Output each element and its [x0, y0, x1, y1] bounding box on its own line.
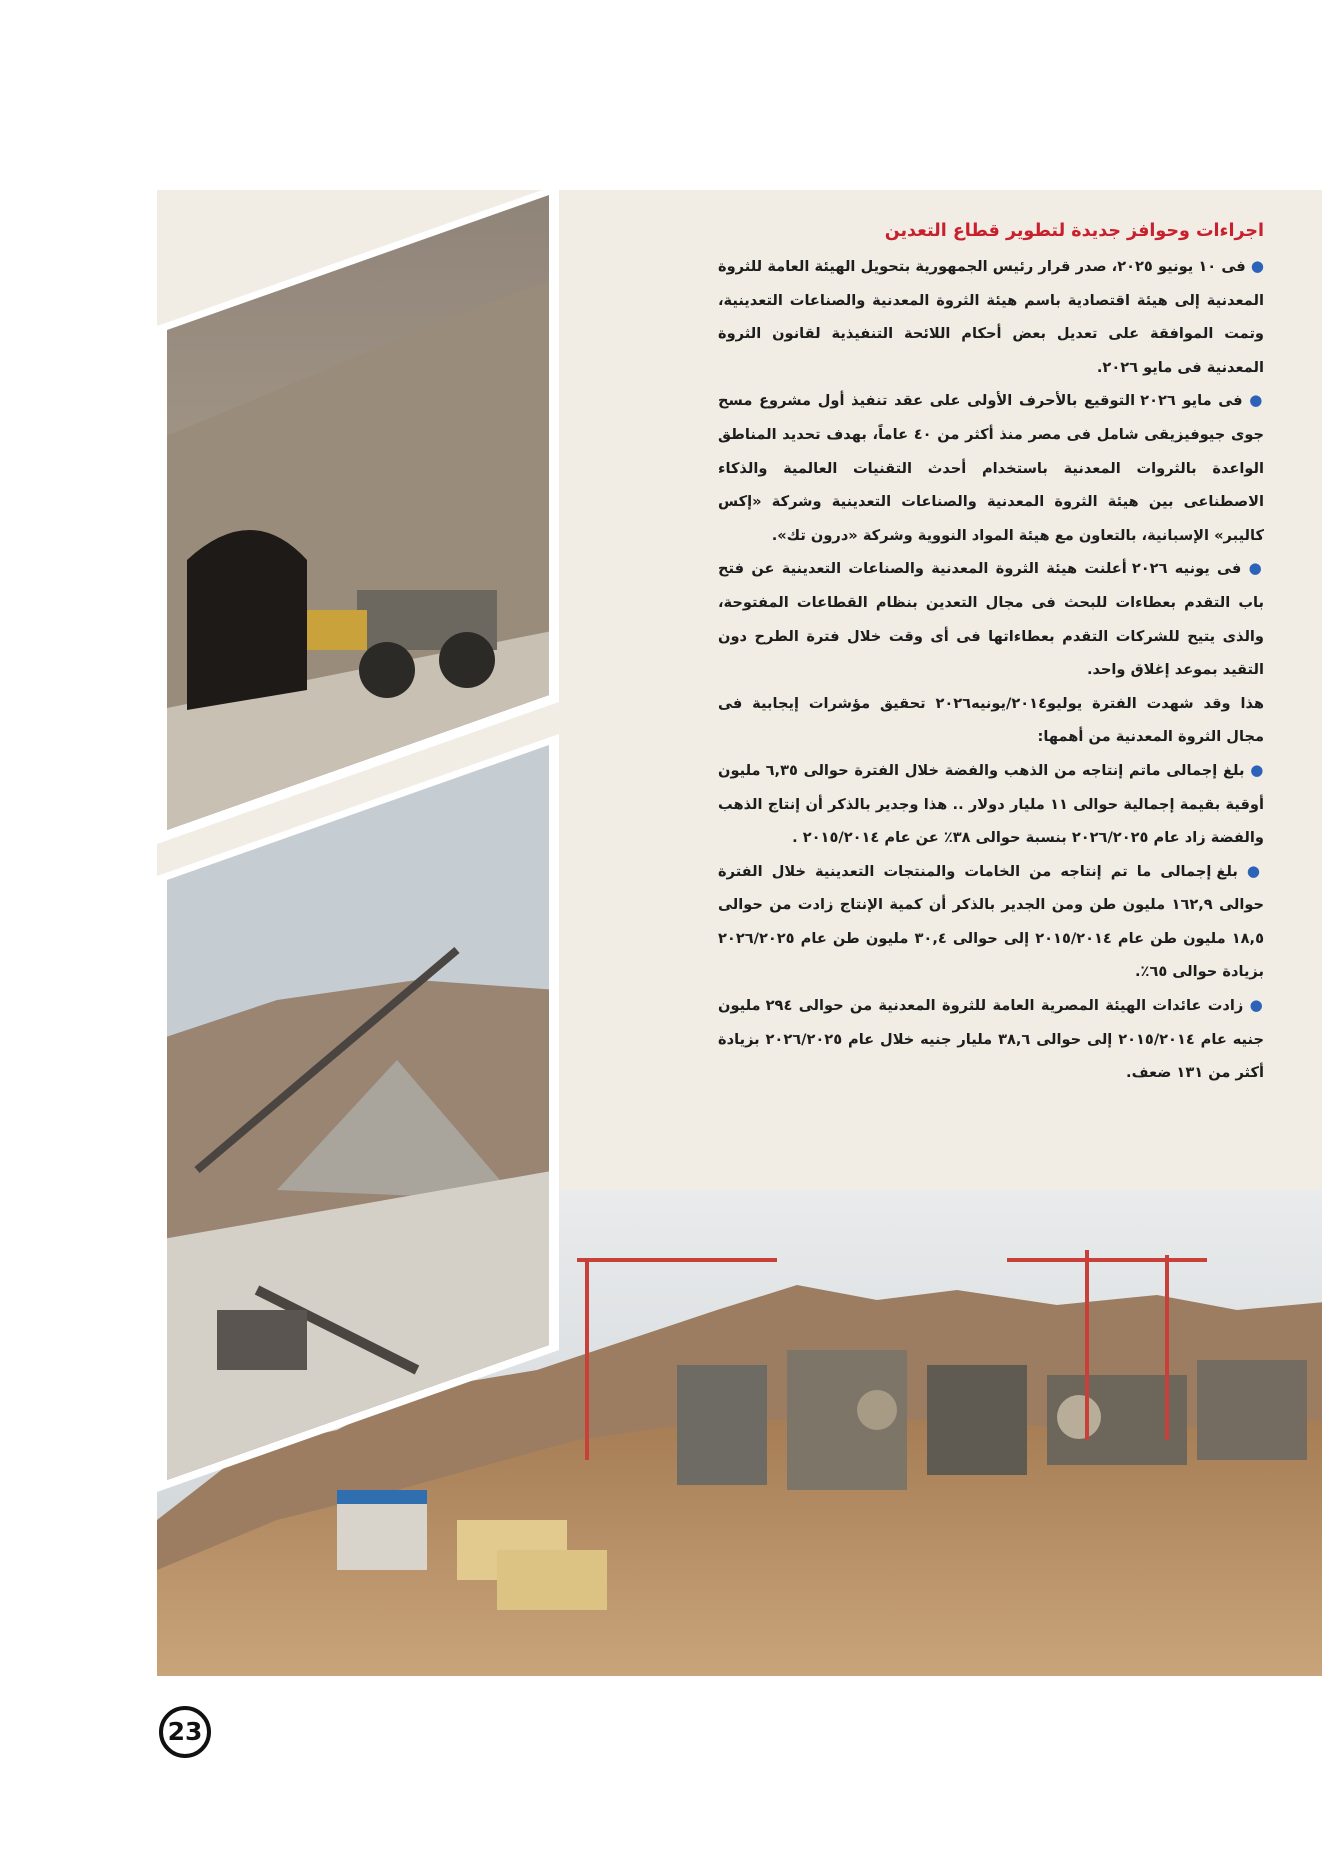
paragraph-3: [718, 552, 1264, 686]
paragraph-text: بلغ إجمالى ماتم إنتاجه من الذهب والفضة خلال الفترة حوالى ٦,٣٥ مليون أوقية بقيمة إجمالية حوالى ١١ مليار دولار .. هذا وجدير بالذكر أن إنتاج الذهب والفضة زاد عام ٢٠٢٦/٢٠٢٥ بنسبة حوالى ٣٨٪ عن عام ٢٠١٥/٢٠١٤ .: [718, 761, 1264, 847]
paragraph-2: [718, 384, 1264, 552]
paragraph-5: [718, 754, 1264, 855]
paragraph-text: بلغ إجمالى ما تم إنتاجه من الخامات والمنتجات التعدينية خلال الفترة حوالى ١٦٢,٩ مليون طن ومن الجدير بالذكر أن كمية الإنتاج زادت من حوالى ١٨,٥ مليون طن عام ٢٠١٥/٢٠١٤ إلى حوالى ٣٠,٤ مليون طن عام ٢٠٢٦/٢٠٢٥ بزيادة حوالى ٦٥٪.: [718, 862, 1265, 981]
paragraph-text: زادت عائدات الهيئة المصرية العامة للثروة المعدنية من حوالى ٢٩٤ مليون جنيه عام ٢٠١٥/٢٠١٤ إلى حوالى ٣٨,٦ مليار جنيه خلال عام ٢٠٢٦/٢٠٢٥ بزيادة أكثر من ١٣١ ضعف.: [718, 997, 1264, 1082]
page-number: 23: [159, 1706, 211, 1758]
article: [718, 218, 1264, 1090]
bullet-icon: ●: [1246, 861, 1264, 880]
bullet-icon: ●: [1250, 760, 1264, 779]
paragraph-text: فى ١٠ يونيو ٢٠٢٥، صدر قرار رئيس الجمهورية بتحويل الهيئة العامة للثروة المعدنية إلى هيئة اقتصادية باسم هيئة الثروة المعدنية والصناعات التعدينية، وتمت الموافقة على تعديل بعض أحكام اللائحة التنفيذية لقانون الثروة المعدنية فى مايو ٢٠٢٦.: [718, 258, 1264, 376]
bullet-icon: ●: [1249, 391, 1264, 410]
paragraph-4: [718, 687, 1264, 754]
paragraph-text: فى يونيه ٢٠٢٦ أعلنت هيئة الثروة المعدنية والصناعات التعدينية عن فتح باب التقدم بعطاءات للبحث فى مجال التعدين بنظام القطاعات المفتوحة، والذى يتيح للشركات التقدم بعطاءاتها فى أى وقت خلال فترة الطرح دون التقيد بموعد إغلاق واحد.: [718, 560, 1264, 679]
bullet-icon: ●: [1249, 996, 1265, 1015]
article-heading: اجراءات وحوافز جديدة لتطوير قطاع التعدين: [884, 221, 1264, 241]
paragraph-text: هذا وقد شهدت الفترة يوليو٢٠١٤/يونيه٢٠٢٦ تحقيق مؤشرات إيجابية فى مجال الثروة المعدنية من أهمها:: [718, 694, 1264, 746]
paragraph-text: فى مايو ٢٠٢٦ التوقيع بالأحرف الأولى على عقد تنفيذ أول مشروع مسح جوى جيوفيزيقى شامل فى مصر منذ أكثر من ٤٠ عاماً، بهدف تحديد المناطق الواعدة بالثروات المعدنية باستخدام أحدث التقنيات العالمية والذكاء الاصطناعى بين هيئة الثروة المعدنية والصناعات التعدينية وشركة «إكس كاليبر» الإسبانية، بالتعاون مع هيئة المواد النووية وشركة «درون تك».: [718, 392, 1264, 544]
paragraph-7: [718, 989, 1264, 1090]
plant-photo: [157, 1190, 1322, 1676]
paragraph-1: [718, 250, 1264, 384]
bullet-icon: ●: [1250, 257, 1264, 275]
paragraph-6: [718, 855, 1264, 989]
bullet-icon: ●: [1248, 559, 1264, 578]
